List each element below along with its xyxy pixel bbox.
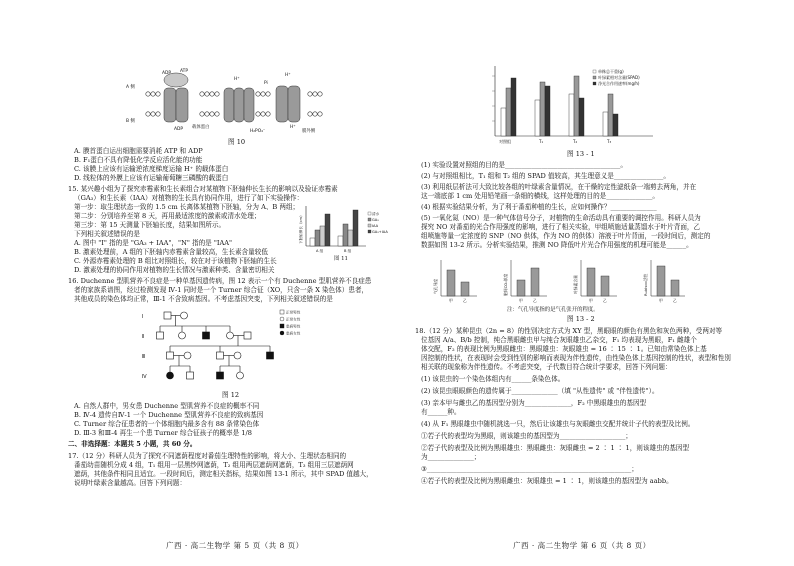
fig13-bar-t2-2: [574, 76, 579, 136]
q14-option-a: A. 膜首蛋白运出细胞需要消耗 ATP 和 ADP: [74, 147, 203, 155]
pedigree-i-1: [164, 312, 171, 319]
q16-option-b: B. Ⅳ-4 遗传自Ⅳ-1 一个 Duchenne 型肌营养不良症的致病基因: [74, 411, 264, 419]
fig13-2-p1-bar-1: [447, 270, 455, 296]
fig10-label-outer: 膜外侧: [302, 129, 316, 134]
q17-item-5b: 探究 NO 对番茄的光合作用强度的影响，进行了相关实验，甲组喷施适量蒸馏水于叶片背面，乙: [421, 223, 701, 231]
q18-item-4-2a: ②若子代的表型及比例为黑眼雄虫：黑眼雌虫：灰眼雌虫 = 2 ∶ 1 ∶ 1，则该雄虫的基因型: [421, 444, 690, 452]
fig13-1-caption: 图 13 - 1: [567, 150, 595, 158]
q18-line-2: 位基因 A/a、B/b 控制，纯合黑眼雌虫甲与纯合灰眼雄虫乙杂交，F₁ 均表现为黑眼，F₁ 雌雄个: [421, 336, 697, 344]
q17-item-5a: (5) 一氧化氮（NO）是一种气体信号分子，对植物的生命活动具有重要的调控作用。科研人员为: [421, 214, 701, 222]
fig13-2-p3-ylabel: 叶绿素含量: [573, 275, 578, 294]
q16-line-2: 者的家族系谱图，经过检测发现 Ⅳ-1 同时是一个 Turner 综合征（XO，只含一条 X 染色体）患者，: [74, 286, 369, 294]
fig13-bar-ctrl-3: [511, 78, 516, 136]
fig11-caption: 图 11: [334, 256, 348, 262]
fig13-2-p3-x1: 甲: [589, 298, 593, 303]
fig13-2-p2-x1: 甲: [519, 298, 523, 303]
fig13-bar-t3-3: [613, 114, 618, 136]
q17-item-4: (4) 根据实验结果分析，为了利于番茄种植的生长，应如何操作？______________: [421, 203, 657, 211]
gen-4-label: Ⅳ: [142, 374, 147, 380]
q18-line-1: 18.（12 分）某种昆虫（2n = 8）的性别决定方式为 XY 型，黑眼眼的颜色有黑色和灰色两种，受两对等: [415, 327, 723, 335]
q16-line-3: 其他成员的染色体均正常，Ⅲ-1 不含致病基因。不考虑基因突变，下列相关叙述错误的是: [74, 295, 333, 303]
fig13-legend-3: 净光合作用速率(mg/h): [598, 81, 640, 86]
gen-1-label: Ⅰ: [142, 314, 144, 320]
q17-line-2: 番茄幼苗随机分成 4 组，T₁ 组用一层黑纱网遮荫，T₂ 组用两层遮荫网遮荫，T₃ 组用三层遮荫网: [74, 461, 354, 469]
fig11-chart: [296, 204, 388, 254]
fig13-2-p1-bar-2: [461, 282, 469, 296]
q18-item-4: (4) 从 F₁ 黑眼雄虫中随机挑选一只，然后让该雄虫与灰眼雌虫交配并统计子代的表型及比例。: [421, 420, 695, 428]
fig13-2-p2-x2: 乙: [533, 298, 537, 303]
q17-line-4: 说明叶绿素含量越高。回答下列问题：: [74, 479, 187, 487]
pedigree-iii-1: [167, 352, 174, 359]
protein-1: [164, 73, 188, 122]
fig13-bar-t3-2: [608, 94, 613, 136]
q18-line-4: 因控制的性状，在表现时会受到性别的影响而表现为伴性遗传，由性染色体上基因控制的性状，表型和性别: [421, 354, 731, 362]
fig13-2-p3-bar-1: [587, 268, 595, 296]
q15-line-2: （GA₃）和生长素（IAA）对植物的生长具有协同作用，进行了如下实验操作：: [74, 194, 304, 202]
q18-item-3a: (3) 亲本甲与雌虫乙的基因型分别为______________，F₂ 中黑眼雄虫的基因型: [421, 399, 647, 407]
pedigree-chart: [140, 306, 310, 390]
fig11-legend-2: GA₃: [372, 218, 379, 222]
fig10-label-h-plus-2: H⁺: [285, 73, 291, 78]
page-5-footer: 广西 · 高二生物学 第 5 页（共 8 页）: [166, 541, 304, 550]
q15-option-b: B. 激素处理前，A 组的下胚轴内赤霉素含量较高，生长素含量较低: [74, 248, 268, 256]
fig13-legend-1: 单株总干重(g): [598, 69, 624, 74]
fig13-cat-3: T₂: [573, 139, 578, 144]
q18-item-2: (2) 该昆虫眼眼颜色的遗传属于______________（填 "从性遗传" 或 "伴性遗传"）。: [421, 387, 659, 395]
fig11-bar-a-2: [315, 230, 320, 246]
q17-item-5c: 组喷施等量一定浓度的 SNP（NO 供体，作为 NO 的供体）溶液于叶片背面，一段时间后，测定的: [421, 232, 711, 240]
q16-option-d: D. Ⅲ-3 和Ⅲ-4 再生一个患 Turner 综合征孩子的概率是 1/8: [74, 429, 252, 437]
q16-line-1: 16. Duchenne 型肌营养不良症是一种单基因遗传病，图 12 表示一个有 Duchenne 型肌营养不良症患: [68, 277, 372, 285]
fig11-group-b: B 组: [344, 249, 352, 253]
fig13-cat-4: T₃: [607, 139, 612, 144]
q18-line-3: 体交配，F₂ 的表现比例为黑眼雌虫：黑眼雄虫：灰眼雄虫 = 16 ∶ 15 ∶ 1。已知由常染色体上基: [421, 345, 707, 353]
q16-option-a: A. 自然人群中，男女患 Duchenne 型肌营养不良症的概率不同: [74, 402, 260, 410]
q15-line-5: 第三步：第 15 天测量下胚轴长度，结果如图所示。: [74, 221, 226, 229]
fig13-2-p2-bar-1: [517, 280, 525, 296]
fig13-legend-2: 叶绿素相对含量(SPAD): [598, 75, 640, 80]
pedigree-ii-2: [179, 332, 186, 339]
q15-option-c: C. 外源赤霉素处理的 B 组比对照组长，较在对于该植物下胚轴的生长: [74, 257, 277, 265]
pedigree-iv-2: [187, 372, 194, 379]
fig13-2-p4-x2: 乙: [673, 298, 677, 303]
legend-normal-male: 正常男性: [286, 310, 301, 315]
q17-item-2: (2) 与对照组相比，T₁ 组和 T₂ 组的 SPAD 值较高，其生理意义是_______________。: [421, 172, 670, 180]
q15-line-1: 15. 某兴趣小组为了探究赤霉素和生长素组合对某植物下胚轴伸长生长的影响以及验证赤霉素: [68, 185, 338, 193]
protein-2: [224, 88, 254, 122]
fig11-bar-a-1: [310, 238, 315, 246]
fig13-2-p2-bar-2: [531, 268, 539, 296]
fig11-legend-1: 清水: [372, 212, 380, 216]
q15-option-d: D. 激素处理的协同作用对植物的生长情况与激素种类、含量密切相关: [74, 266, 275, 274]
fig13-2-p3-bar-2: [601, 276, 609, 296]
fig11-bar-b-3: [348, 230, 353, 246]
fig13-2-p3-x2: 乙: [603, 298, 607, 303]
legend-normal-female: 正常女性: [286, 317, 301, 322]
fig13-bar-t1-1: [535, 100, 540, 136]
q18-item-4-3: ③______________________________________________________________；: [421, 465, 638, 473]
fig13-2-p1-ylabel: 气孔导度: [433, 278, 438, 294]
membrane-diagram: [126, 66, 330, 136]
fig10-label-pi: Pi: [264, 81, 268, 86]
fig10-label-a-side: A 侧: [126, 85, 135, 90]
fig13-2-caption: 图 13 - 2: [567, 315, 595, 323]
fig13-2-panels: [427, 256, 687, 304]
fig13-2-p4-ylabel: Rubisco活性: [643, 273, 648, 296]
q14-option-c: C. 该膜上应该有运输逆浓度梯度运输 H⁺ 的载体蛋白: [74, 165, 229, 173]
fig10-label-atp: ATP: [180, 69, 188, 74]
pedigree-iii-2: [184, 352, 191, 359]
fig10-label-adp-2: ADP: [174, 127, 184, 132]
fig10-caption: 图 10: [228, 138, 246, 146]
fig13-cat-1: 对照组: [499, 139, 511, 144]
fig10-label-b-side: B 侧: [126, 119, 135, 124]
fig13-2-p1-x1: 甲: [449, 298, 453, 303]
q17-item-3a: (3) 利用纸层析法可大致比较各组的叶绿素含量情况，在干燥的定性滤纸条一端剪去两角，并在: [421, 183, 697, 191]
fig10-label-carrier: 载体蛋白: [192, 125, 210, 130]
q15-line-6: 下列相关叙述错误的是: [74, 230, 140, 238]
legend-affected-male: 患病男性: [286, 324, 301, 329]
fig13-2-p4-bar-2: [671, 280, 679, 296]
fig13-2-p4-bar-1: [657, 266, 665, 296]
pedigree-iii-4: [234, 352, 241, 359]
pedigree-ii-1: [157, 332, 164, 339]
protein-3: [276, 86, 300, 122]
pedigree-ii-3: [203, 332, 210, 339]
q18-item-1: (1) 该昆虫的一个染色体组内有______条染色体。: [421, 375, 565, 383]
q14-option-d: D. 线粒体的外膜上应该有运输葡萄糖三磷酸的载蛋白: [74, 174, 229, 182]
q15-line-4: 第二步：分别培养至第 8 天，再用最适浓度的激素或清水处理；: [74, 212, 261, 220]
q18-item-4-4: ④若子代的表型及比例为黑眼雌虫：灰眼雄虫 = 1 ∶ 1，则该雄虫的基因型为 aabb。: [421, 477, 673, 485]
fig13-bar-t1-3: [545, 86, 550, 136]
q15-line-3: 第一步：取生理状态一致的 1.5 cm 长离体某植物下胚轴，分为 A、B 两组；: [74, 203, 300, 211]
fig11-ylabel: 下胚轴伸长（cm）: [299, 213, 303, 244]
fig13-bar-t3-1: [603, 112, 608, 136]
fig13-cat-2: T₁: [539, 139, 544, 144]
fig13-bar-t1-2: [540, 82, 545, 136]
fig13-1-chart: [483, 64, 663, 148]
q16-option-c: C. Turner 综合征患者的一个体细胞内最多含有 88 条常染色体: [74, 420, 260, 428]
gen-2-label: Ⅱ: [142, 334, 145, 340]
section-2-heading: 二、非选择题：本题共 5 小题，共 60 分。: [68, 440, 197, 448]
gen-3-label: Ⅲ: [142, 354, 146, 360]
fig10-label-h-plus: H⁺: [234, 77, 240, 82]
fig11-bar-a-3: [320, 226, 325, 246]
fig11-legend-3: IAA: [372, 224, 379, 228]
fig11-bar-b-1: [338, 236, 343, 246]
legend-affected-female: 患病女性: [286, 331, 301, 336]
q17-line-1: 17.（12 分）科研人员为了探究不同遮荫程度对番茄生理特性的影响，将大小、生理状态相同的: [68, 452, 347, 460]
pedigree-iv-3: [217, 372, 224, 379]
q18-line-5: 相关联的现象称为伴性遗传。不考虑突变，子代数目符合统计学要求，回答下列问题：: [421, 363, 672, 371]
q17-item-5d: 数据如图 13-2 所示。分析实验结果，推测 NO 降低叶片光合作用强度的机理可能是______。: [421, 241, 693, 249]
q18-item-3b: 有______种。: [421, 408, 461, 416]
q17-line-3: 遮荫，其他条件相同且适宜。一段时间后，测定相关指标，结果如图 13-1 所示，其中 SPAD 值越大，: [74, 470, 373, 478]
fig13-2-p1-x2: 乙: [463, 298, 467, 303]
pedigree-iv-1: [167, 372, 174, 379]
fig10-label-adp: ADP: [162, 71, 172, 76]
fig10-label-h-plus-3: H⁺: [290, 125, 296, 130]
fig13-bar-ctrl-1: [501, 108, 506, 136]
pedigree-iii-3: [217, 352, 224, 359]
q14-option-b: B. F₁蛋白不具有降低化学反应活化能的功能: [74, 156, 203, 164]
pedigree-iv-4: [237, 372, 244, 379]
q18-item-4-2b: 为______________；: [421, 453, 481, 461]
page-6: [397, 0, 794, 566]
fig10-label-h2po4: H₂PO₄⁻: [250, 129, 266, 134]
fig11-bar-a-4: [325, 214, 330, 246]
fig13-2-p4-x1: 甲: [659, 298, 663, 303]
fig13-bar-t2-3: [579, 98, 584, 136]
page-6-footer: 广西 · 高二生物学 第 6 页（共 8 页）: [513, 541, 651, 550]
fig11-bar-b-4: [353, 210, 358, 246]
q18-item-4-1: ①若子代的表型均为黑眼，则该雄虫的基因型为____________________；: [421, 432, 632, 440]
q17-item-3b: 这一端底部 1 cm 处用铅笔画一条细的横线，这样处理的目的是______________。: [421, 192, 660, 200]
pedigree-ii-4: [227, 332, 234, 339]
fig13-2-p2-ylabel: 胞间CO₂浓度: [503, 273, 508, 296]
q15-option-a: A. 图中 "I" 指的是 "GA₃ + IAA"，"N" 指的是 "IAA": [74, 239, 233, 247]
fig13-2-note: 注：气孔导度指的是气孔张开的程度。: [507, 307, 599, 313]
pedigree-i-2: [181, 312, 188, 319]
q17-item-1: (1) 实验设置对照组的目的是___________________________________。: [421, 161, 627, 169]
fig11-bar-b-2: [343, 224, 348, 246]
fig13-bar-ctrl-2: [506, 88, 511, 136]
pedigree-iii-5: [267, 352, 274, 359]
fig11-legend-4: GA₃+IAA: [372, 230, 388, 234]
pedigree-ii-5: [244, 332, 251, 339]
fig12-caption: 图 12: [222, 391, 240, 399]
fig11-group-a: A 组: [316, 249, 324, 253]
fig13-bar-t2-1: [569, 94, 574, 136]
